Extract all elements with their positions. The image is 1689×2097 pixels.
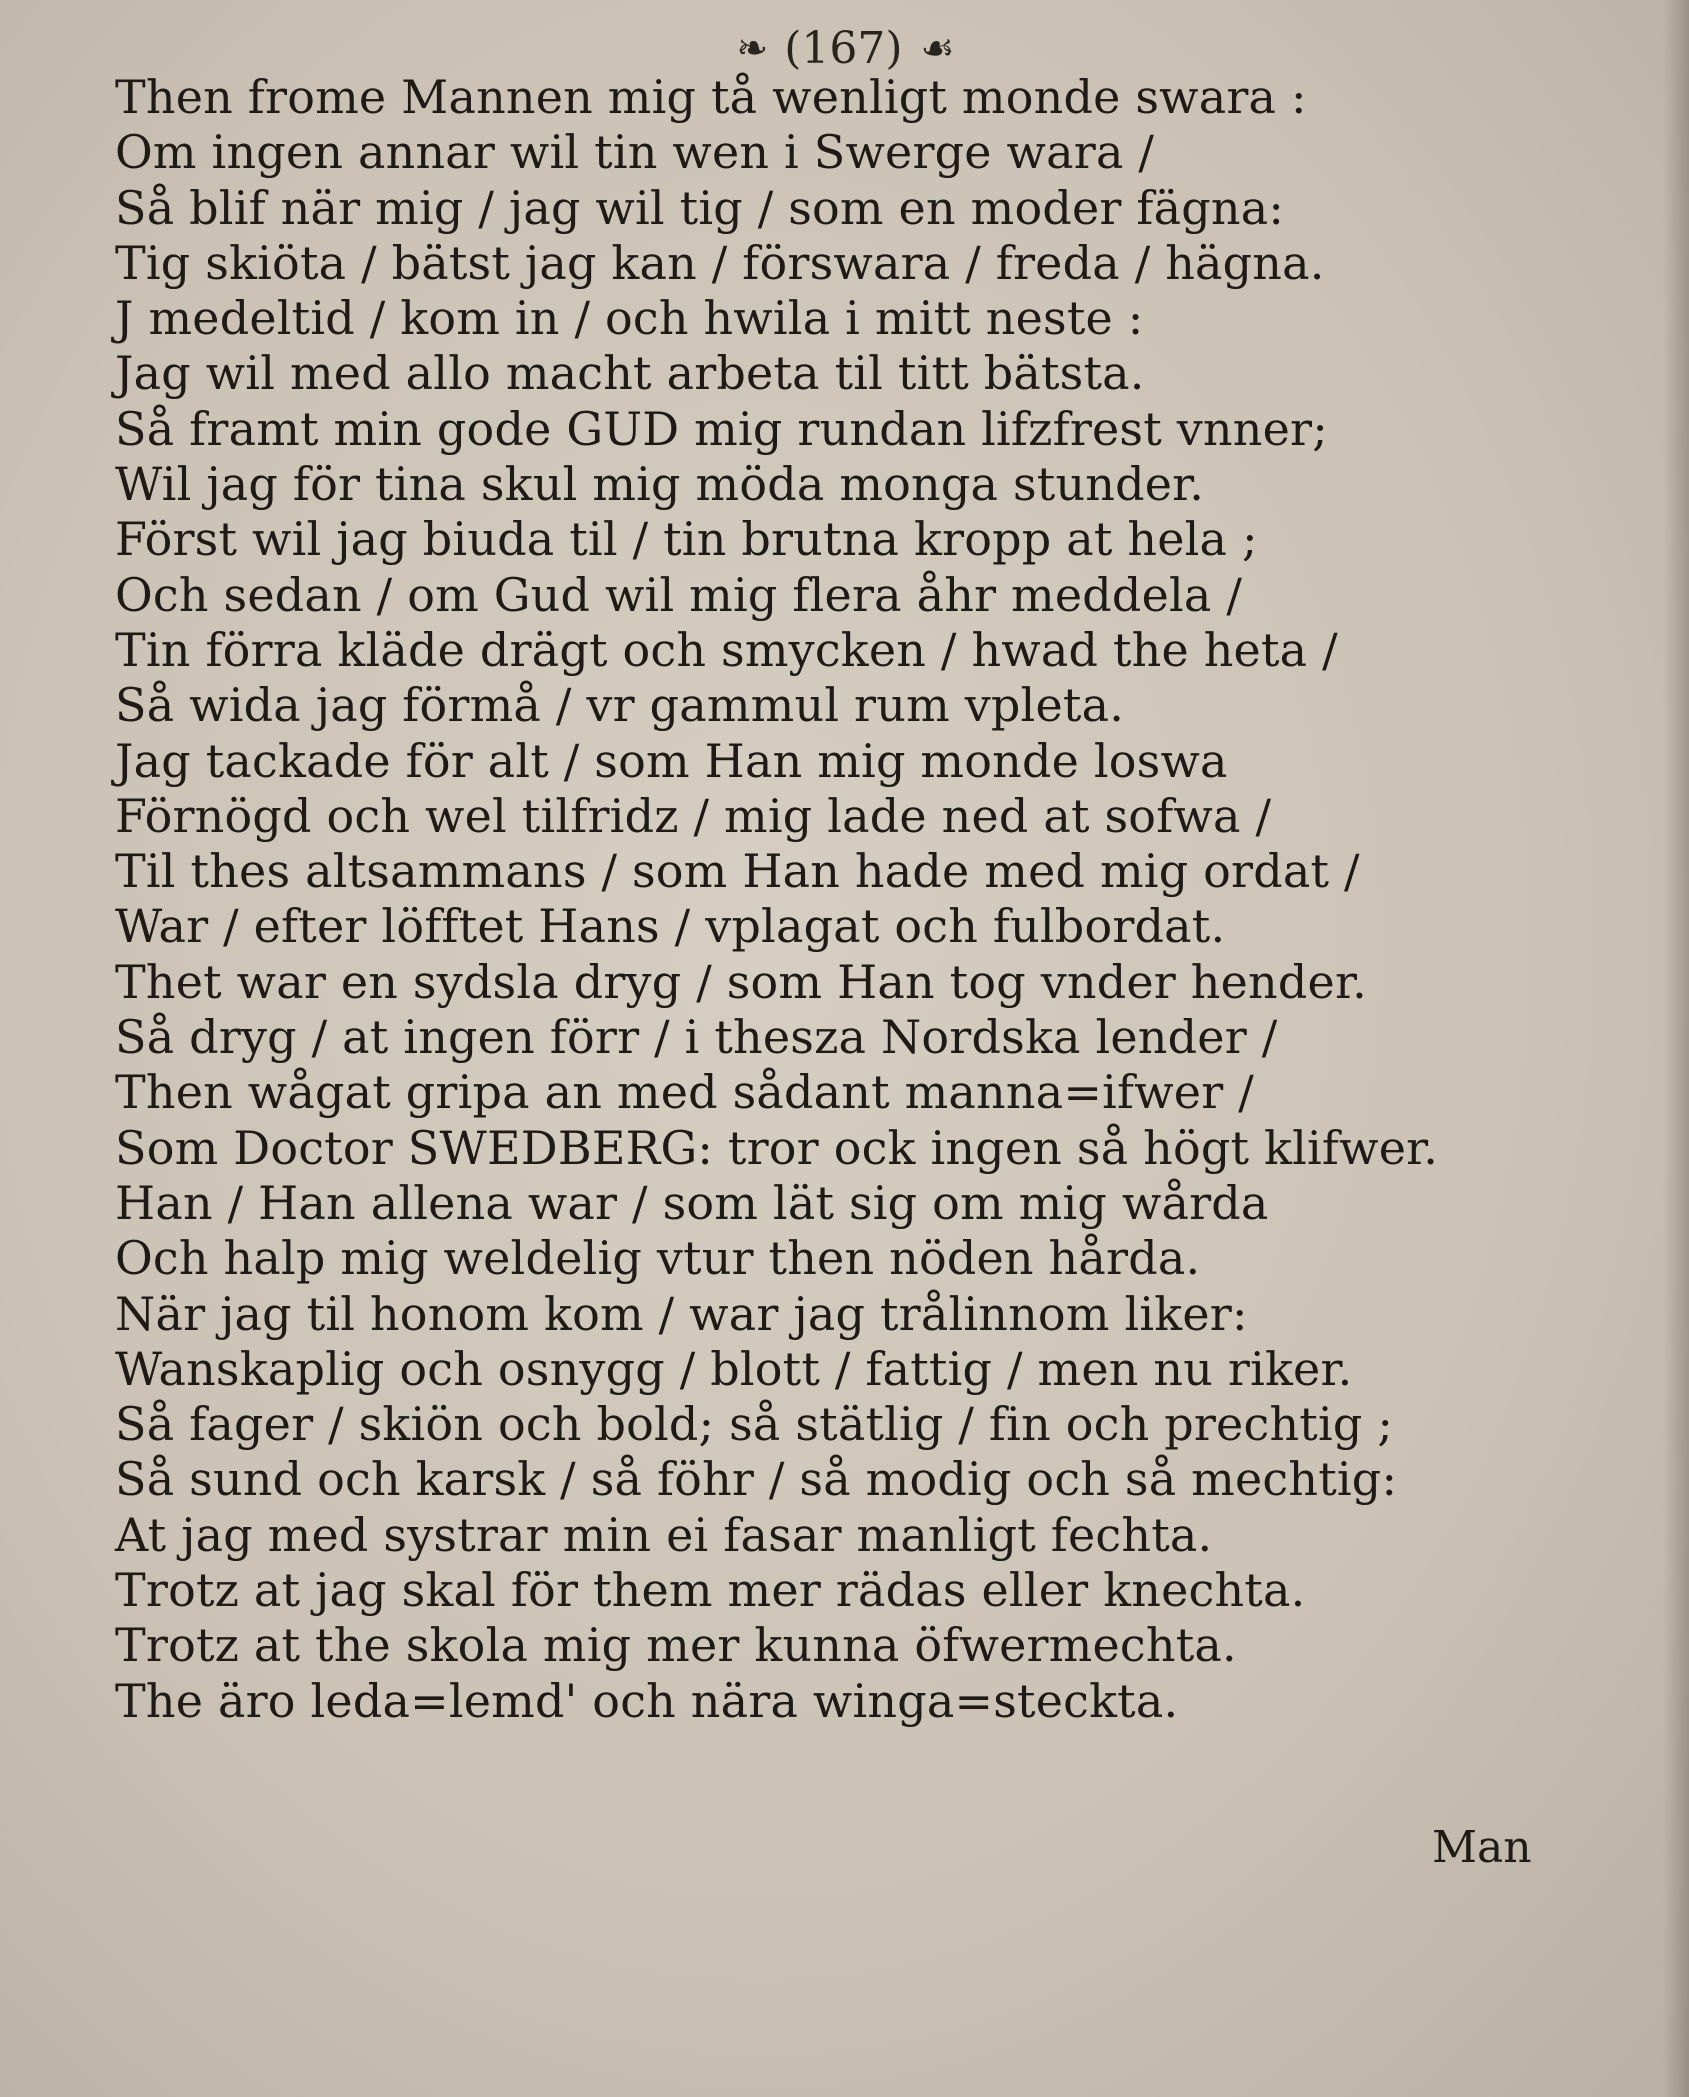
- page-header: [0, 18, 1689, 78]
- text-line: Then frome Mannen mig tå wenligt monde swara :: [115, 70, 1307, 124]
- text-line: När jag til honom kom / war jag trålinnom liker:: [115, 1286, 1248, 1341]
- text-line: Then wågat gripa an med sådant manna=ifwer /: [115, 1065, 1254, 1120]
- text-line: Så wida jag förmå / vr gammul rum vpleta.: [115, 678, 1125, 733]
- text-line: War / efter löfftet Hans / vplagat och fulbordat.: [115, 899, 1226, 954]
- text-line: Som Doctor SWEDBERG: tror ock ingen så högt klifwer.: [115, 1120, 1439, 1175]
- text-line: Han / Han allena war / som lät sig om mig wårda: [115, 1175, 1269, 1230]
- text-line: Trotz at jag skal för them mer rädas eller knechta.: [115, 1563, 1306, 1618]
- text-line: Tin förra kläde drägt och smycken / hwad the heta /: [115, 622, 1338, 677]
- text-line: Om ingen annar wil tin wen i Swerge wara /: [115, 125, 1155, 180]
- text-line: Tig skiöta / bätst jag kan / förswara / freda / hägna.: [115, 235, 1325, 290]
- ornament-left-icon: ❧: [736, 26, 767, 70]
- text-line: Så fager / skiön och bold; så stätlig / fin och prechtig ;: [115, 1397, 1394, 1452]
- page-gutter-shadow: [1663, 0, 1689, 2097]
- text-line: J medeltid / kom in / och hwila i mitt neste :: [115, 291, 1144, 346]
- text-line: Så dryg / at ingen förr / i thesza Nordska lender /: [115, 1010, 1278, 1065]
- text-line: Jag tackade för alt / som Han mig monde loswa: [115, 733, 1228, 788]
- text-line: Så sund och karsk / så föhr / så modig och så mechtig:: [115, 1452, 1398, 1507]
- text-line: The äro leda=lemd' och nära winga=steckta.: [115, 1673, 1179, 1728]
- text-line: Trotz at the skola mig mer kunna öfwermechta.: [115, 1618, 1237, 1673]
- catchword: Man: [1432, 1822, 1532, 1873]
- text-line: Så framt min gode GUD mig rundan lifzfrest vnner;: [115, 401, 1328, 456]
- text-line: Och halp mig weldelig vtur then nöden hårda.: [115, 1231, 1201, 1286]
- text-line: Thet war en sydsla dryg / som Han tog vnder hender.: [115, 954, 1367, 1009]
- text-line: Först wil jag biuda til / tin brutna kropp at hela ;: [115, 512, 1258, 567]
- text-line: At jag med systrar min ei fasar manligt fechta.: [115, 1507, 1213, 1562]
- text-line: Och sedan / om Gud wil mig flera åhr meddela /: [115, 567, 1243, 622]
- page-number: (167): [784, 22, 903, 74]
- text-line: Til thes altsammans / som Han hade med mig ordat /: [115, 844, 1360, 899]
- text-line: Jag wil med allo macht arbeta til titt bätsta.: [115, 346, 1145, 401]
- poem-text: [115, 70, 1575, 1729]
- text-line: Förnögd och wel tilfridz / mig lade ned at sofwa /: [115, 788, 1272, 843]
- text-line: Så blif när mig / jag wil tig / som en moder fägna:: [115, 180, 1285, 235]
- text-line: Wil jag för tina skul mig möda monga stunder.: [115, 457, 1205, 512]
- ornament-right-icon: ☙: [920, 26, 953, 70]
- text-line: Wanskaplig och osnygg / blott / fattig / men nu riker.: [115, 1341, 1353, 1396]
